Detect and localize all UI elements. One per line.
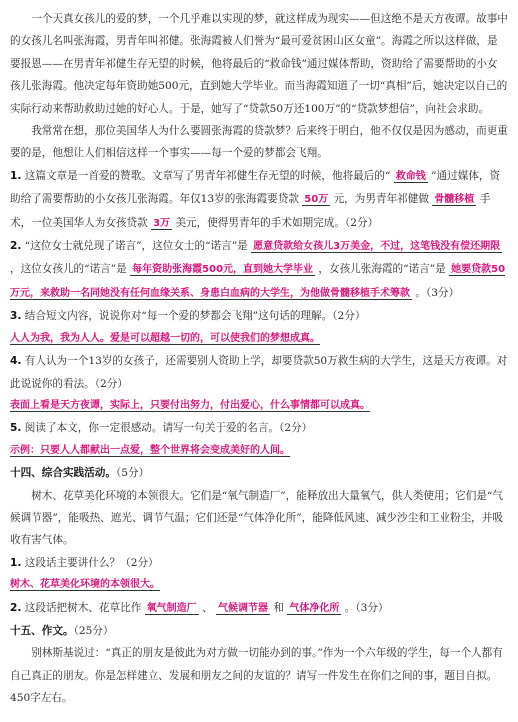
separator: 、 — [202, 601, 213, 614]
question-text: 元，为男青年祁健做 — [333, 193, 429, 206]
question-text: 结合短文内容，说说你对“每一个爱的梦都会飞翔”这句话的理解。（2分） — [24, 310, 366, 323]
question-number: 1. — [10, 556, 22, 569]
question-text: 美元，使得男青年的手术如期完成。（2分） — [175, 216, 379, 229]
answer-text: 表面上看是天方夜谭，实际上，只要付出努力，付出爱心，什么事情都可以成真。 — [10, 399, 370, 411]
section-score: （5分） — [115, 467, 150, 480]
question-text: 这段话把树木、花草比作 — [24, 601, 142, 614]
question-number: 1. — [10, 169, 22, 182]
section-15-prompt: 别林斯基说过：“真正的朋友是彼此为对方做一切能办到的事。”作为一个六年级的学生，每一个人都有自己真正的朋友。你是怎样建立、发展和朋友之间的友谊的？请写一件发生在你们之间的事，题目自拟。450字左右。 — [10, 647, 503, 705]
answer-blank-1: 救命钱 — [395, 170, 426, 182]
answer-blank-2: 气候调节器 — [218, 602, 269, 614]
question-1 — [10, 165, 508, 235]
question-number: 2. — [10, 240, 22, 253]
answer-blank-3: 骨髓移植 — [434, 194, 475, 206]
section-title: 十五、作文。 — [10, 624, 74, 637]
question-5 — [10, 417, 508, 439]
question-text: ，这位女孩儿的“诺言”是 — [10, 263, 127, 276]
section-14-question-1 — [10, 552, 508, 574]
section-15-heading — [10, 620, 508, 642]
answer-blank-4: 3万 — [153, 217, 171, 229]
question-number: 4. — [10, 355, 22, 368]
question-number: 5. — [10, 422, 22, 435]
answer-line-3 — [10, 328, 508, 350]
section-title: 十四、综合实践活动。 — [10, 467, 116, 480]
question-3 — [10, 305, 508, 327]
answer-blank-3: 她要贷款50万元，来救助一名同她没有任何血缘关系、身患白血病的大学生，为他做骨髓移植手术筹款 — [10, 264, 506, 299]
answer-blank-1: 愿意贷款给女孩儿3万美金，不过，这笔钱没有偿还期限 — [253, 241, 501, 253]
answer-text: 示例：只要人人都献出一点爱，整个世界将会变成美好的人间。 — [10, 444, 290, 456]
answer-blank-2: 每年资助张海霞500元，直到她大学毕业 — [132, 264, 314, 276]
answer-blank-2: 50万 — [304, 194, 329, 206]
question-4 — [10, 350, 508, 395]
passage-paragraph-2: 我常常在想，那位美国华人为什么要圆张海霞的贷款梦？后来终于明白，他不仅仅是因为感动，而更重要的是，他想让人们相信这样一个事实——每一个爱的梦都会飞翔。 — [10, 125, 508, 160]
section-score: （25分） — [73, 624, 114, 637]
answer-blank-3: 气体净化所 — [289, 602, 340, 614]
question-text: 。（3分） — [344, 601, 389, 614]
answer-line-5 — [10, 440, 508, 462]
passage-paragraph-1: 一个天真女孩儿的爱的梦，一个几乎难以实现的梦，就这样成为现实——但这绝不是天方夜谭。故事中的女孩儿名叫张海霞，男青年叫祁健。张海霞被人们誉为“最可爱贫困山区女童”。海霞之所以这样做，是要报恩——在男青年祁健生存无望的时候，他将最后的“救命钱”通过媒体帮助，资助给了需要帮助的小女孩儿张海霞。他决定每年资助她500元，直到她大学毕业。而当海霞知道了一切“真相”后，她决定以自己的实际行动来帮助救助过她的好心人。于是，她写了“贷款50万还100万”的“贷款梦想信”，向社会求助。 — [10, 13, 508, 115]
question-text: 这篇文章是一首爱的赞歌。文章写了男青年祁健生存无望的时候，他将最后的“ — [24, 169, 391, 182]
section-14-question-2 — [10, 597, 508, 620]
question-text: 手术，一位美国华人为女孩贷款 — [10, 193, 491, 229]
question-text: 这段话主要讲什么？（2分） — [24, 556, 159, 569]
section-14-answer-line-1 — [10, 574, 508, 596]
answer-text: 树木、花草美化环境的本领很大。 — [10, 579, 160, 591]
answer-line-4 — [10, 395, 508, 417]
question-2 — [10, 235, 508, 305]
question-number: 2. — [10, 601, 22, 614]
section-14-heading — [10, 462, 508, 484]
question-text: ，女孩儿张海霞的“诺言”是 — [318, 263, 446, 276]
question-text: 阅读了本文，你一定很感动。请写一句关于爱的名言。（2分） — [24, 422, 313, 435]
question-number: 3. — [10, 310, 22, 323]
question-text: ”通过媒体，资助给了需要帮助的小女孩儿张海霞。年仅13岁的张海霞要贷款 — [10, 169, 501, 206]
answer-text: 人人为我，我为人人。爱是可以超越一切的，可以使我们的梦想成真。 — [10, 332, 320, 344]
answer-blank-1: 氧气制造厂 — [146, 602, 197, 614]
section-14-passage: 树木、花草美化环境的本领很大。它们是“氧气制造厂”，能释放出大量氧气，供人类使用；它们是“气候调节器”，能吸热、遮光、调节气温；它们还是“气体净化所”，能降低风速、减少沙尘和工业粉尘，并吸收有害气体。 — [10, 489, 503, 547]
question-text: 。（3分） — [415, 286, 460, 299]
separator: 和 — [273, 601, 284, 614]
question-text: 有人认为一个13岁的女孩子，还需要别人资助上学，却要贷款50万救生病的大学生，这是天方夜谭。对此说说你的看法。（2分） — [10, 355, 508, 390]
question-text: “这位女士就兑现了诺言”，这位女士的“诺言”是 — [24, 240, 248, 253]
